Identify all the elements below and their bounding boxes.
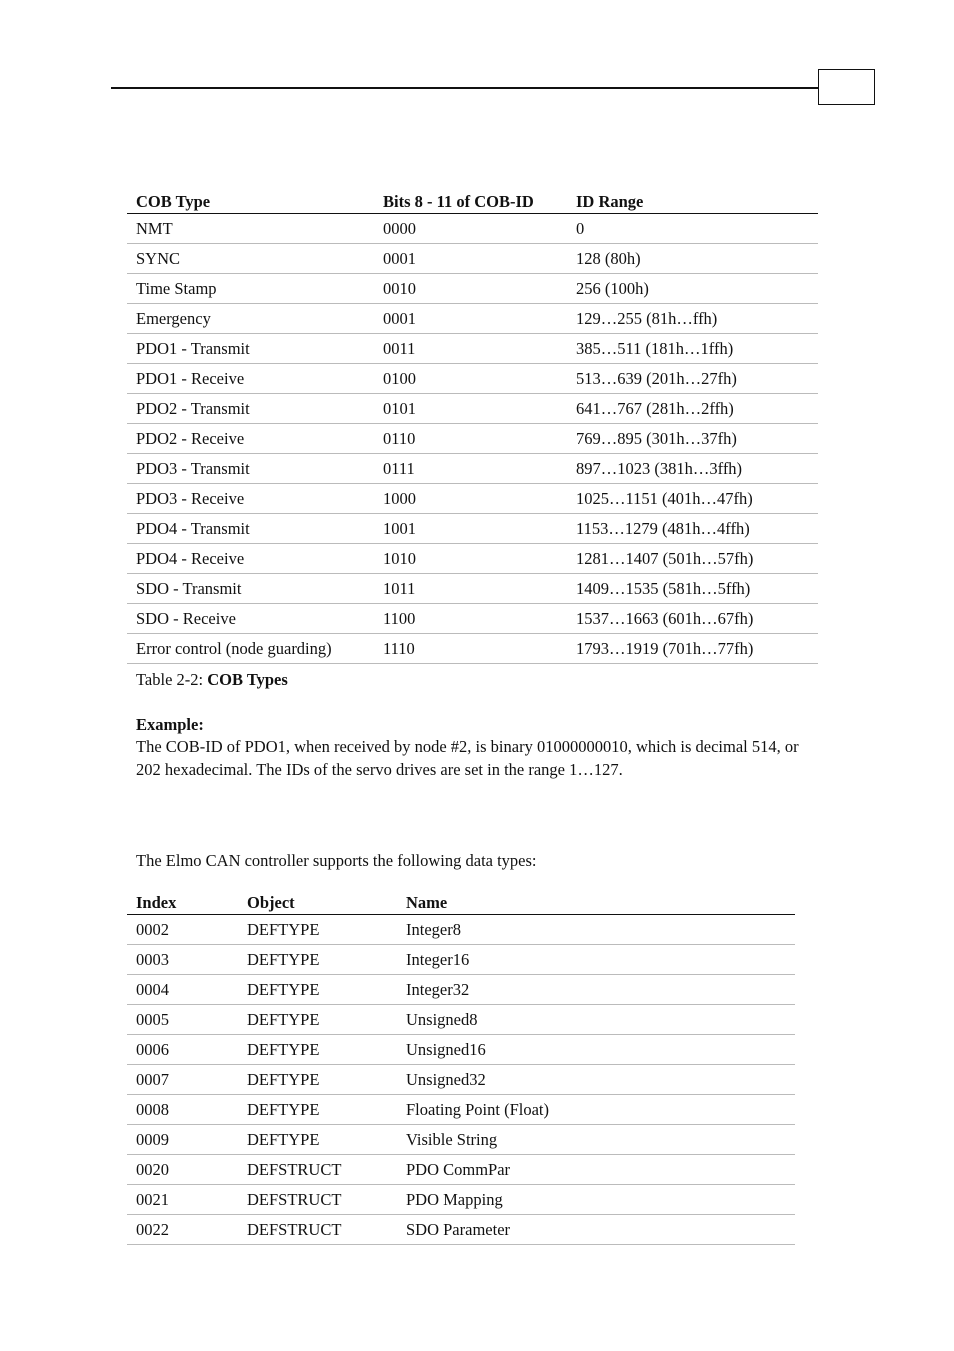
cob-type-cell: PDO4 - Transmit <box>127 514 374 544</box>
index-cell: 0004 <box>127 975 238 1005</box>
object-cell: DEFTYPE <box>238 1035 397 1065</box>
object-cell: DEFTYPE <box>238 1065 397 1095</box>
object-cell: DEFTYPE <box>238 1125 397 1155</box>
index-cell: 0020 <box>127 1155 238 1185</box>
object-cell: DEFTYPE <box>238 1095 397 1125</box>
table-row <box>127 915 795 945</box>
table-row <box>127 544 818 574</box>
id-range-cell: 769…895 (301h…37fh) <box>567 424 818 454</box>
table-row <box>127 1155 795 1185</box>
cob-type-cell: Error control (node guarding) <box>127 634 374 664</box>
table-row <box>127 364 818 394</box>
page-number-box <box>818 69 875 105</box>
table-header-row <box>127 186 818 214</box>
caption-title: COB Types <box>207 670 288 689</box>
cob-type-cell: PDO3 - Transmit <box>127 454 374 484</box>
cob-type-cell: PDO2 - Receive <box>127 424 374 454</box>
table-row <box>127 1035 795 1065</box>
object-cell: DEFTYPE <box>238 945 397 975</box>
cob-type-cell: PDO4 - Receive <box>127 544 374 574</box>
column-header-cob-type: COB Type <box>127 186 374 214</box>
cob-bits-cell: 1110 <box>374 634 567 664</box>
cob-bits-cell: 0101 <box>374 394 567 424</box>
cob-bits-cell: 0011 <box>374 334 567 364</box>
table-row <box>127 604 818 634</box>
header-rule <box>111 87 818 89</box>
cob-bits-cell: 1001 <box>374 514 567 544</box>
cob-type-cell: SYNC <box>127 244 374 274</box>
index-cell: 0005 <box>127 1005 238 1035</box>
column-header-id-range: ID Range <box>567 186 818 214</box>
cob-type-cell: PDO1 - Receive <box>127 364 374 394</box>
id-range-cell: 897…1023 (381h…3ffh) <box>567 454 818 484</box>
cob-types-table <box>127 186 818 664</box>
cob-bits-cell: 0001 <box>374 304 567 334</box>
index-cell: 0006 <box>127 1035 238 1065</box>
index-cell: 0008 <box>127 1095 238 1125</box>
object-cell: DEFTYPE <box>238 915 397 945</box>
object-cell: DEFSTRUCT <box>238 1185 397 1215</box>
table-row <box>127 945 795 975</box>
cob-type-cell: SDO - Transmit <box>127 574 374 604</box>
cob-bits-cell: 1100 <box>374 604 567 634</box>
id-range-cell: 256 (100h) <box>567 274 818 304</box>
table-row <box>127 514 818 544</box>
table-row <box>127 394 818 424</box>
index-cell: 0009 <box>127 1125 238 1155</box>
data-types-table <box>127 887 795 1245</box>
column-header-bits: Bits 8 - 11 of COB-ID <box>374 186 567 214</box>
cob-type-cell: Time Stamp <box>127 274 374 304</box>
id-range-cell: 1281…1407 (501h…57fh) <box>567 544 818 574</box>
index-cell: 0007 <box>127 1065 238 1095</box>
example-label: Example: <box>136 715 204 734</box>
cob-type-cell: PDO1 - Transmit <box>127 334 374 364</box>
cob-bits-cell: 0001 <box>374 244 567 274</box>
table-row <box>127 244 818 274</box>
table-row <box>127 304 818 334</box>
example-body: The COB-ID of PDO1, when received by node #2, is binary 01000000010, which is decimal 514, or 202 hexadecimal. The IDs of the servo drives are set in the range 1…127. <box>136 737 799 779</box>
cob-type-cell: PDO2 - Transmit <box>127 394 374 424</box>
table-row <box>127 1185 795 1215</box>
object-cell: DEFTYPE <box>238 975 397 1005</box>
table-header-row <box>127 887 795 915</box>
table-row <box>127 1065 795 1095</box>
table-row <box>127 634 818 664</box>
id-range-cell: 1025…1151 (401h…47fh) <box>567 484 818 514</box>
cob-bits-cell: 0110 <box>374 424 567 454</box>
table-row <box>127 975 795 1005</box>
name-cell: SDO Parameter <box>397 1215 795 1245</box>
cob-type-cell: SDO - Receive <box>127 604 374 634</box>
column-header-object: Object <box>238 887 397 915</box>
table-caption <box>136 668 288 691</box>
cob-type-cell: NMT <box>127 214 374 244</box>
name-cell: Visible String <box>397 1125 795 1155</box>
cob-bits-cell: 1000 <box>374 484 567 514</box>
index-cell: 0021 <box>127 1185 238 1215</box>
table-row <box>127 454 818 484</box>
cob-type-cell: PDO3 - Receive <box>127 484 374 514</box>
id-range-cell: 385…511 (181h…1ffh) <box>567 334 818 364</box>
id-range-cell: 129…255 (81h…ffh) <box>567 304 818 334</box>
cob-bits-cell: 0111 <box>374 454 567 484</box>
table-row <box>127 1095 795 1125</box>
table-row <box>127 424 818 454</box>
id-range-cell: 1153…1279 (481h…4ffh) <box>567 514 818 544</box>
index-cell: 0002 <box>127 915 238 945</box>
name-cell: Unsigned8 <box>397 1005 795 1035</box>
index-cell: 0003 <box>127 945 238 975</box>
name-cell: Unsigned16 <box>397 1035 795 1065</box>
name-cell: Floating Point (Float) <box>397 1095 795 1125</box>
table-row <box>127 274 818 304</box>
table-row <box>127 214 818 244</box>
object-cell: DEFSTRUCT <box>238 1155 397 1185</box>
id-range-cell: 641…767 (281h…2ffh) <box>567 394 818 424</box>
object-cell: DEFTYPE <box>238 1005 397 1035</box>
id-range-cell: 1409…1535 (581h…5ffh) <box>567 574 818 604</box>
name-cell: PDO CommPar <box>397 1155 795 1185</box>
cob-bits-cell: 0000 <box>374 214 567 244</box>
table-row <box>127 1215 795 1245</box>
column-header-name: Name <box>397 887 795 915</box>
id-range-cell: 1793…1919 (701h…77fh) <box>567 634 818 664</box>
index-cell: 0022 <box>127 1215 238 1245</box>
cob-bits-cell: 1011 <box>374 574 567 604</box>
table-row <box>127 1005 795 1035</box>
cob-type-cell: Emergency <box>127 304 374 334</box>
table-row <box>127 1125 795 1155</box>
column-header-index: Index <box>127 887 238 915</box>
id-range-cell: 513…639 (201h…27fh) <box>567 364 818 394</box>
cob-bits-cell: 0100 <box>374 364 567 394</box>
object-cell: DEFSTRUCT <box>238 1215 397 1245</box>
cob-bits-cell: 0010 <box>374 274 567 304</box>
name-cell: PDO Mapping <box>397 1185 795 1215</box>
table-row <box>127 484 818 514</box>
name-cell: Integer32 <box>397 975 795 1005</box>
table-row <box>127 574 818 604</box>
data-types-intro: The Elmo CAN controller supports the following data types: <box>136 851 537 870</box>
table-row <box>127 334 818 364</box>
caption-prefix: Table 2-2: <box>136 670 208 689</box>
id-range-cell: 0 <box>567 214 818 244</box>
id-range-cell: 1537…1663 (601h…67fh) <box>567 604 818 634</box>
name-cell: Integer16 <box>397 945 795 975</box>
name-cell: Integer8 <box>397 915 795 945</box>
name-cell: Unsigned32 <box>397 1065 795 1095</box>
id-range-cell: 128 (80h) <box>567 244 818 274</box>
cob-bits-cell: 1010 <box>374 544 567 574</box>
